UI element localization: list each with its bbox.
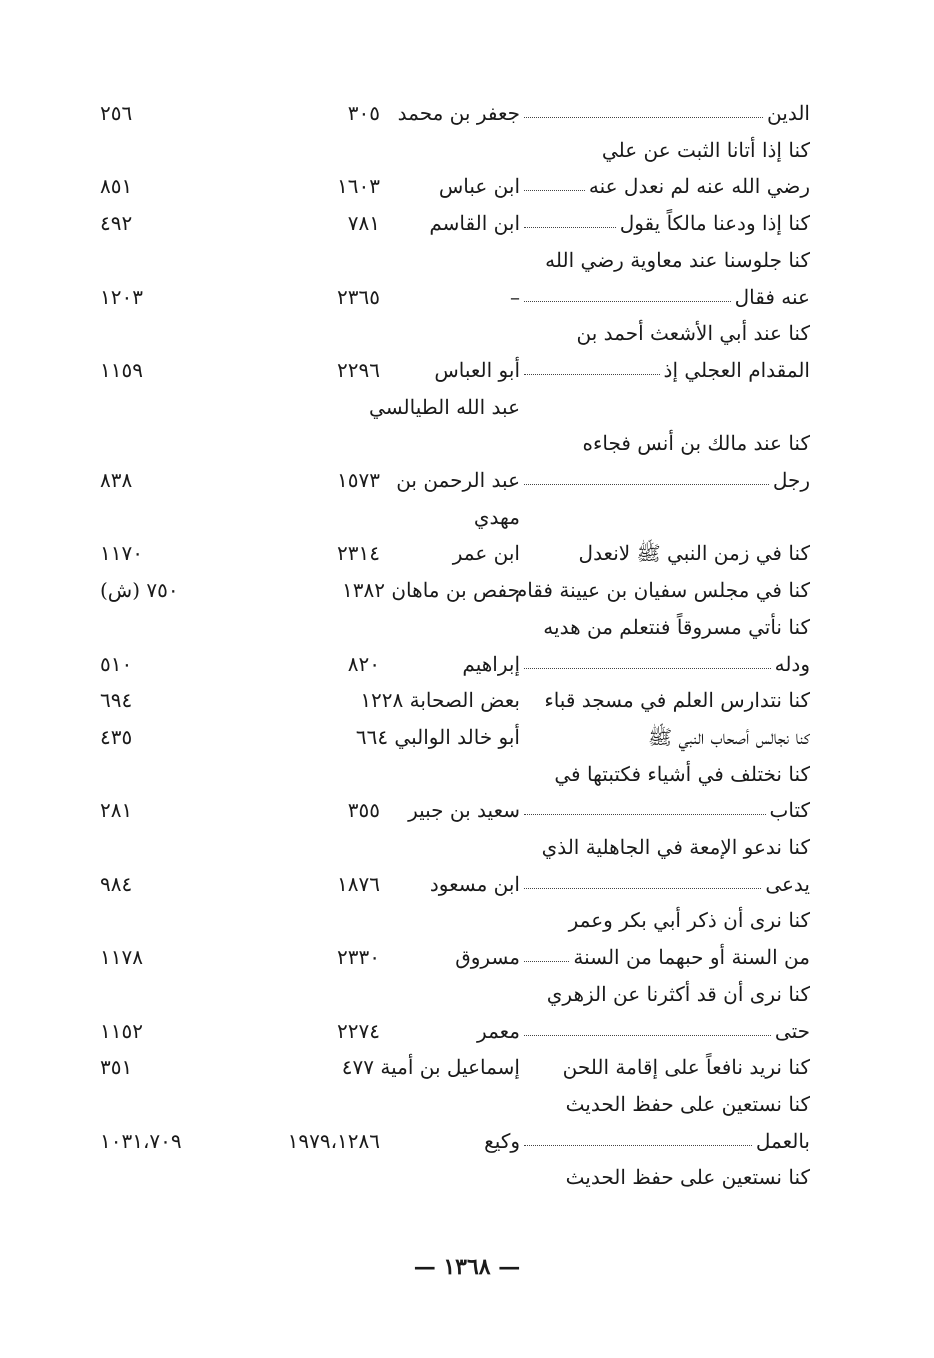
page-reference-value: ١١٧٨ <box>100 945 143 970</box>
entry-text <box>390 757 810 791</box>
page-reference-value: ٩٨٤ <box>100 871 133 896</box>
hadith-number: ٢٢٩٦ <box>337 357 380 382</box>
entry-text <box>390 977 810 1011</box>
entry-text <box>390 426 810 460</box>
index-row <box>100 1050 810 1084</box>
index-row <box>100 757 810 791</box>
index-row <box>100 206 810 240</box>
page-reference-value: ٧٥٠ (ش) <box>100 578 179 603</box>
entry-phrase: كنا عند مالك بن أنس فجاءه <box>582 431 810 456</box>
entry-phrase: كنا ندعو الإمعة في الجاهلية الذي <box>541 835 810 859</box>
page-reference-value: ٨٣٨ <box>100 468 133 492</box>
hadith-number: ٧٨١ <box>347 211 380 236</box>
page-reference <box>100 206 275 240</box>
narrator: مهدي <box>473 504 520 529</box>
index-row <box>100 280 810 314</box>
dot-leader <box>524 483 769 485</box>
hadith-number: ٢٣١٤ <box>337 541 380 566</box>
entry-phrase: بالعمل <box>755 1128 810 1153</box>
index-row <box>100 903 810 937</box>
hadith-number: ٨٢٠ <box>347 651 380 676</box>
index-row <box>100 1160 810 1194</box>
entry-phrase: كنا نجالس أصحاب النبي ﷺ <box>647 724 810 749</box>
page-reference <box>100 1014 275 1048</box>
index-row <box>100 977 810 1011</box>
entry-phrase: كنا إذا ودعنا مالكاً يقول <box>619 211 810 236</box>
index-row <box>100 316 810 350</box>
dot-leader <box>524 300 731 302</box>
entry-phrase: كنا إذا أتانا الثبت عن علي <box>601 137 810 162</box>
dot-leader <box>524 116 763 118</box>
entry-text <box>520 169 810 203</box>
narrator: سعيد بن جبير <box>408 798 520 823</box>
index-row <box>100 96 810 130</box>
hadith-number: ١٥٧٣ <box>337 468 380 492</box>
entry-phrase: كنا نأتي مسروقاً فنتعلم من هديه <box>543 614 810 639</box>
entry-text <box>510 683 810 717</box>
page-reference <box>100 463 275 497</box>
hadith-number: ٢٢٧٤ <box>337 1018 380 1043</box>
page-reference <box>100 169 275 203</box>
page-reference-value: ١٢٠٣ <box>100 284 143 309</box>
entry-phrase: كنا جلوسنا عند معاوية رضي الله <box>545 247 810 272</box>
entry-phrase: حتى <box>774 1018 810 1043</box>
entry-phrase: كنا نرى أن قد أكثرنا عن الزهري <box>546 981 810 1006</box>
page-reference <box>100 1124 275 1158</box>
entry-phrase: الدين <box>767 101 810 125</box>
entry-phrase: كنا في زمن النبي ﷺ لانعدل <box>578 541 810 566</box>
index-row <box>100 133 810 167</box>
page-reference-value: ١١٥٩ <box>100 357 143 382</box>
index-row <box>100 500 810 534</box>
dot-leader <box>524 1144 752 1146</box>
page-reference-value: ٢٨١ <box>100 798 133 823</box>
hadith-number: ٣٥٥ <box>347 798 380 823</box>
page-number: — ١٣٦٨ — <box>413 1254 521 1280</box>
dot-leader <box>524 960 569 962</box>
narrator: ابن عباس <box>438 174 520 199</box>
index-row <box>100 1087 810 1121</box>
entry-phrase: رضي الله عنه لم نعدل عنه <box>588 174 810 199</box>
page-reference-value: ٤٩٢ <box>100 211 133 236</box>
entry-text <box>390 1087 810 1121</box>
dot-leader <box>524 226 616 228</box>
narrator: أبو العباس <box>434 357 520 382</box>
entry-text <box>390 830 810 864</box>
entry-phrase: كنا نتدارس العلم في مسجد قباء <box>544 688 810 713</box>
narrator: جعفر بن محمد <box>397 101 520 125</box>
entry-text <box>520 940 810 974</box>
index-row <box>100 793 810 827</box>
narrator: مسروق <box>455 945 520 970</box>
page-reference-value: ٤٣٥ <box>100 724 133 749</box>
entry-text <box>520 793 810 827</box>
index-row <box>100 830 810 864</box>
index-row <box>100 940 810 974</box>
entry-text <box>520 206 810 240</box>
entry-text <box>520 1124 810 1158</box>
index-row <box>100 353 810 387</box>
page-reference-value: ٢٥٦ <box>100 101 133 125</box>
page-reference <box>100 573 275 607</box>
index-row <box>100 683 810 717</box>
entry-text <box>520 353 810 387</box>
entry-phrase: كنا نرى أن ذكر أبي بكر وعمر <box>568 908 810 933</box>
page-reference-value: ٦٩٤ <box>100 688 133 713</box>
hadith-number: ١٩٧٩،١٢٨٦ <box>287 1128 380 1153</box>
narrator: ابن عمر <box>452 541 520 566</box>
page-reference <box>100 940 275 974</box>
narrator: إبراهيم <box>462 651 520 676</box>
entry-text <box>390 1160 810 1194</box>
index-row <box>100 390 810 424</box>
page-reference <box>100 793 275 827</box>
page-reference <box>100 536 275 570</box>
dot-leader <box>524 887 761 889</box>
narrator: ابن القاسم <box>429 211 520 236</box>
entry-text <box>520 96 810 130</box>
entry-phrase: ودله <box>774 651 810 676</box>
entry-text <box>520 647 810 681</box>
narrator-and-number: أبو خالد الوالبي ٦٦٤ <box>355 724 520 749</box>
narrator: ابن مسعود <box>429 871 520 896</box>
index-row <box>100 647 810 681</box>
index-row <box>100 867 810 901</box>
narrator-and-number: حفص بن ماهان ١٣٨٢ <box>342 578 520 603</box>
entry-text <box>390 133 810 167</box>
page-reference <box>100 96 275 130</box>
page-reference-value: ١١٧٠ <box>100 541 143 566</box>
narrator: – <box>510 284 520 309</box>
entry-phrase: المقدام العجلي إذ <box>663 357 810 382</box>
entry-phrase: كنا عند أبي الأشعث أحمد بن <box>576 321 810 346</box>
dot-leader <box>524 1034 771 1036</box>
page-reference-value: ٥١٠ <box>100 651 133 676</box>
entry-phrase: كنا في مجلس سفيان بن عيينة فقام <box>514 578 810 603</box>
narrator: معمر <box>477 1018 520 1043</box>
index-row <box>100 573 810 607</box>
dot-leader <box>524 667 771 669</box>
hadith-number: ١٨٧٦ <box>337 871 380 896</box>
narrator: وكيع <box>484 1128 520 1153</box>
narrator-and-number: إسماعيل بن أمية ٤٧٧ <box>341 1055 520 1080</box>
hadith-number: ١٦٠٣ <box>337 174 380 199</box>
entry-phrase: كنا نستعين على حفظ الحديث <box>565 1165 810 1190</box>
index-row <box>100 169 810 203</box>
hadith-number: ٢٣٦٥ <box>337 284 380 309</box>
entry-text <box>390 243 810 277</box>
dot-leader <box>524 373 660 375</box>
index-row <box>100 1014 810 1048</box>
page-reference-value: ١١٥٢ <box>100 1018 143 1043</box>
page-reference <box>100 867 275 901</box>
entry-text <box>520 867 810 901</box>
narrator: عبد الرحمن بن <box>396 468 520 492</box>
entry-phrase: من السنة أو حبهما من السنة <box>573 945 810 970</box>
index-row <box>100 610 810 644</box>
page-reference <box>100 353 275 387</box>
page-reference <box>100 1050 275 1084</box>
entry-text <box>510 536 810 570</box>
entry-text <box>390 316 810 350</box>
entry-phrase: كتاب <box>769 798 810 823</box>
index-row <box>100 720 810 754</box>
entry-text <box>510 573 810 607</box>
entry-text <box>510 720 810 754</box>
entry-phrase: رجل <box>772 468 810 492</box>
index-row <box>100 426 810 460</box>
entry-text <box>520 280 810 314</box>
entry-phrase: كنا نختلف في أشياء فكتبتها في <box>554 761 810 786</box>
page-reference-value: ٣٥١ <box>100 1055 133 1080</box>
index-row <box>100 536 810 570</box>
entry-text <box>390 610 810 644</box>
page-reference <box>100 647 275 681</box>
entry-phrase: كنا نريد نافعاً على إقامة اللحن <box>562 1055 810 1080</box>
hadith-number: ٣٠٥ <box>347 101 380 125</box>
index-row <box>100 1124 810 1158</box>
page-reference <box>100 720 275 754</box>
index-row <box>100 463 810 497</box>
page-reference <box>100 683 275 717</box>
dot-leader <box>524 189 585 191</box>
entry-text <box>520 1014 810 1048</box>
entry-phrase: يدعى <box>765 871 810 896</box>
entry-text <box>520 463 810 497</box>
hadith-number: ٢٣٣٠ <box>337 945 380 970</box>
entry-text <box>510 1050 810 1084</box>
page-reference-value: ١٠٣١،٧٠٩ <box>100 1128 182 1153</box>
index-row <box>100 243 810 277</box>
entry-text <box>390 903 810 937</box>
page-reference-value: ٨٥١ <box>100 174 133 199</box>
entry-phrase: كنا نستعين على حفظ الحديث <box>565 1091 810 1116</box>
narrator-and-number: بعض الصحابة ١٢٢٨ <box>360 688 520 713</box>
entry-phrase: عنه فقال <box>734 284 810 309</box>
page-reference <box>100 280 275 314</box>
narrator: عبد الله الطيالسي <box>369 394 520 419</box>
dot-leader <box>524 813 766 815</box>
